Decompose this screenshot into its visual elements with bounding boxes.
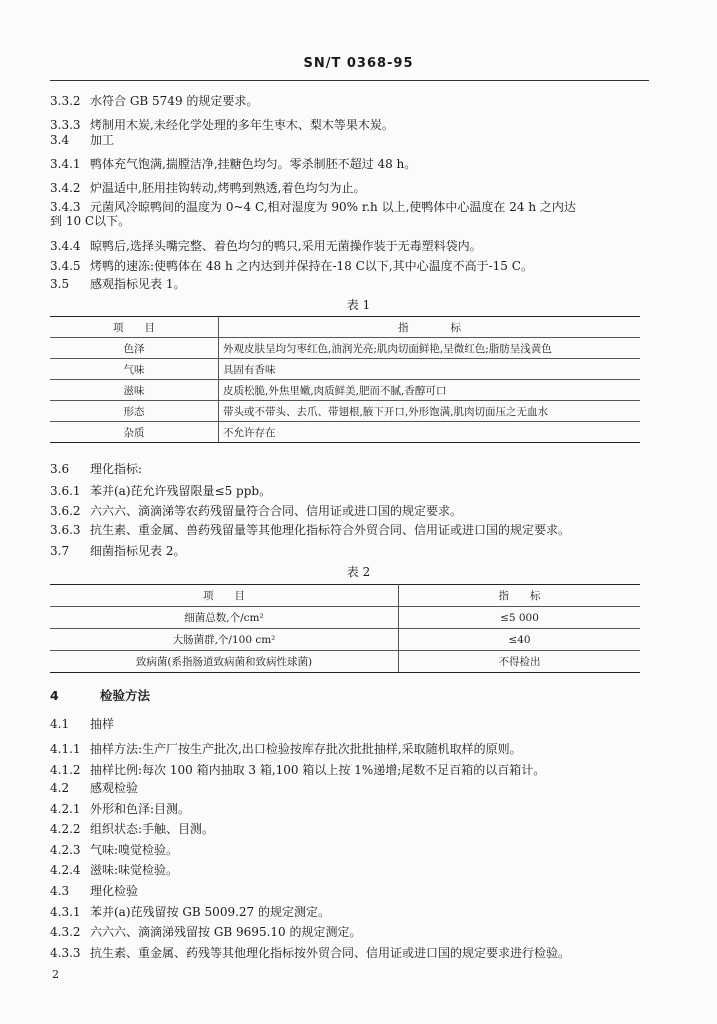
clause-number: 3.5 [50,277,70,291]
clause-number: 3.3.3 [50,118,81,132]
clause-number: 4.3.1 [50,905,81,919]
clause-line [50,904,330,920]
clause-line [50,543,185,559]
clause-number: 3.6 [50,462,70,476]
clause-line [50,762,545,778]
clause-line [50,821,214,837]
table-cell: 不允许存在 [219,422,641,443]
table-cell: 具固有香味 [219,359,641,380]
table-header-cell: 指 标 [219,317,641,338]
table-cell: 外观皮肤呈均匀枣红色,油润光亮;肌肉切面鲜艳,呈微红色;脂肪呈浅黄色 [219,338,641,359]
clause-line [50,503,462,519]
clause-text: 炉温适中,胚用挂钩转动,烤鸭到熟透,着色均匀为止。 [90,181,366,195]
clause-text: 鸭体充气饱满,揣膛洁净,挂糖色均匀。零杀制胚不超过 48 h。 [90,157,417,171]
clause-line [50,461,142,477]
clause-number: 3.6.3 [50,523,81,537]
table-row [50,359,640,380]
clause-line [50,238,482,254]
clause-number: 3.4 [50,133,70,147]
clause-line [50,258,533,274]
section-4-heading [50,688,150,704]
clause-text: 感观检验 [90,781,139,795]
table-header-cell: 指 标 [399,585,641,607]
table-header-row [50,585,640,607]
table1-caption: 表 1 [346,298,371,312]
clause-text: 晾鸭后,选择头嘴完整、着色均匀的鸭只,采用无菌操作装于无毒塑料袋内。 [90,239,482,253]
clause-text: 到 10 C以下。 [50,214,131,228]
clause-number: 3.6.2 [50,504,81,518]
clause-text: 抽样方法:生产厂按生产批次,出口检验按库存批次批批抽样,采取随机取样的原则。 [90,742,522,756]
table-row [50,401,640,422]
table-header-row [50,317,640,338]
clause-number: 4.2.1 [50,802,81,816]
clause-text: 六六六、滴滴涕等农药残留量符合合同、信用证或进口国的规定要求。 [90,504,463,518]
clause-line [50,132,114,148]
section-4-title: 检验方法 [100,688,151,703]
table-cell: 滋味 [50,380,219,401]
table-2-bacteria [50,584,640,673]
clause-number: 3.4.5 [50,259,81,273]
header-rule [50,80,649,81]
clause-text: 细菌指标见表 2。 [90,544,186,558]
clause-text: 烤鸭的速冻:使鸭体在 48 h 之内达到并保持在-18 C以下,其中心温度不高于-15 C。 [90,259,533,273]
clause-number: 4.2.3 [50,843,81,857]
clause-line [50,93,258,109]
table-cell: 杂质 [50,422,219,443]
clause-number: 3.4.2 [50,181,81,195]
table-cell: 气味 [50,359,219,380]
table-cell: 皮质松脆,外焦里嫩,肉质鲜美,肥而不腻,香醇可口 [219,380,641,401]
section-4-number: 4 [50,688,59,703]
clause-line [50,156,416,172]
clause-line [50,780,138,796]
table-cell: 细菌总数,个/cm² [50,607,399,629]
table-row [50,607,640,629]
clause-line [50,716,114,732]
clause-text: 感观指标见表 1。 [90,277,186,291]
clause-line [50,883,138,899]
clause-number: 4.3.3 [50,946,81,960]
table-header-cell: 项 目 [50,317,219,338]
page-number: 2 [52,968,59,981]
clause-text: 理化指标: [90,462,143,476]
clause-number: 3.4.1 [50,157,81,171]
table2-caption: 表 2 [346,565,371,579]
clause-line [50,924,361,940]
table-row [50,380,640,401]
table-row [50,651,640,673]
clause-number: 4.3 [50,884,70,898]
clause-number: 4.2.2 [50,822,81,836]
clause-number: 3.3.2 [50,94,81,108]
clause-number: 4.3.2 [50,925,81,939]
standard-number-header: SN/T 0368-95 [303,56,414,71]
clause-number: 4.2 [50,781,70,795]
clause-line [50,213,130,229]
clause-text: 组织状态:手触、目测。 [90,822,215,836]
table-header-cell: 项 目 [50,585,399,607]
clause-text: 加工 [90,133,115,147]
table-row [50,422,640,443]
clause-line [50,945,570,961]
clause-line [50,117,394,133]
clause-number: 3.4.4 [50,239,81,253]
clause-number: 4.1.1 [50,742,81,756]
clause-text: 六六六、滴滴涕残留按 GB 9695.10 的规定测定。 [90,925,362,939]
table-cell: ≤5 000 [399,607,641,629]
clause-text: 抗生素、重金属、药残等其他理化指标按外贸合同、信用证或进口国的规定要求进行检验。 [90,946,571,960]
clause-text: 理化检验 [90,884,139,898]
table-cell: 致病菌(系指肠道致病菌和致病性球菌) [50,651,399,673]
clause-number: 4.2.4 [50,863,81,877]
clause-text: 水符合 GB 5749 的规定要求。 [90,94,259,108]
clause-line [50,483,271,499]
table-row [50,629,640,651]
clause-line [50,276,185,292]
clause-line [50,862,178,878]
clause-text: 滋味:味觉检验。 [90,863,179,877]
clause-text: 抽样 [90,717,115,731]
clause-text: 抽样比例:每次 100 箱内抽取 3 箱,100 箱以上按 1%递增;尾数不足百箱的以百箱计。 [90,763,546,777]
clause-text: 抗生素、重金属、兽药残留量等其他理化指标符合外贸合同、信用证或进口国的规定要求。 [90,523,571,537]
table-cell: 带头或不带头、去爪、带翅根,腋下开口,外形饱满,肌肉切面压之无血水 [219,401,641,422]
table-cell: 大肠菌群,个/100 cm² [50,629,399,651]
clause-number: 3.6.1 [50,484,81,498]
table-cell: ≤40 [399,629,641,651]
table-cell: 形态 [50,401,219,422]
clause-number: 3.7 [50,544,70,558]
clause-text: 烤制用木炭,未经化学处理的多年生枣木、梨木等果木炭。 [90,118,394,132]
table-cell: 不得检出 [399,651,641,673]
clause-number: 3.4.3 [50,200,81,214]
clause-number: 4.1 [50,717,70,731]
clause-number: 4.1.2 [50,763,81,777]
table-1-sensory [50,316,640,443]
clause-text: 元菌风冷晾鸭间的温度为 0~4 C,相对湿度为 90% r.h 以上,使鸭体中心温度在 24 h 之内达 [90,200,576,214]
clause-text: 气味:嗅觉检验。 [90,843,179,857]
clause-text: 苯并(a)芘允许残留限量≤5 ppb。 [90,484,272,498]
clause-line [50,522,570,538]
clause-line [50,741,522,757]
clause-line [50,801,190,817]
clause-text: 苯并(a)芘残留按 GB 5009.27 的规定测定。 [90,905,330,919]
clause-text: 外形和色泽:目测。 [90,802,191,816]
table-row [50,338,640,359]
clause-line [50,180,365,196]
table-cell: 色泽 [50,338,219,359]
clause-line [50,842,178,858]
